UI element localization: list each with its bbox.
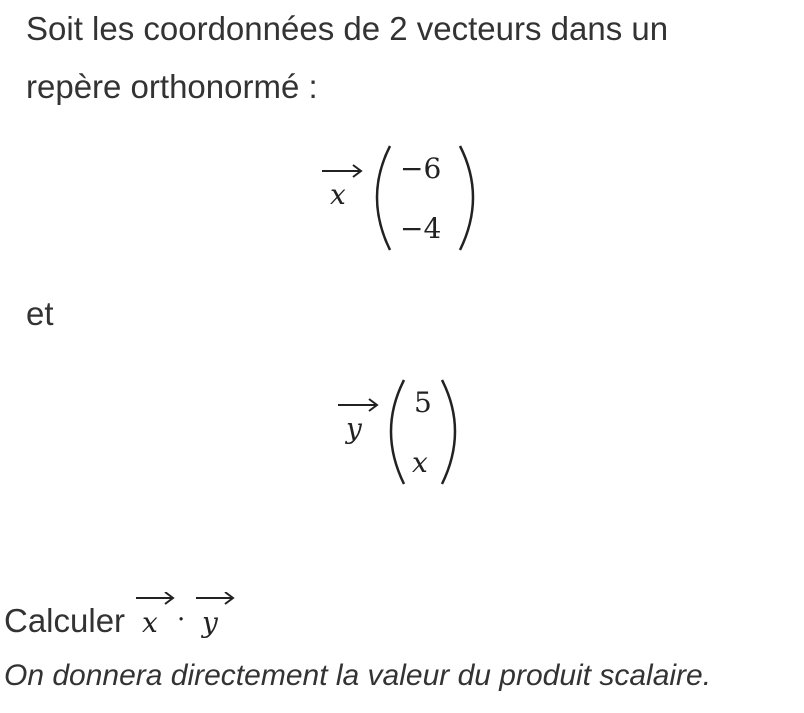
- vector-x-component-2: −4: [400, 212, 442, 245]
- vector-y-component-2: x: [412, 446, 428, 479]
- vector-arrow-icon: [338, 399, 377, 411]
- question-label: Calculer: [4, 602, 126, 639]
- question: [4, 592, 304, 642]
- vector-x-component-1: −6: [400, 152, 442, 185]
- vector-y-component-1: 5: [414, 386, 432, 419]
- dot-product-expression: [132, 592, 242, 642]
- dot-product-right-vector: y: [202, 606, 218, 639]
- vector-y-formula: [330, 372, 480, 492]
- intro-text-line-1: Soit les coordonnées de 2 vecteurs dans un: [26, 10, 669, 47]
- vector-arrow-icon: [136, 592, 173, 604]
- left-parenthesis: [377, 146, 390, 250]
- vector-x-formula: [320, 138, 480, 258]
- dot-operator: ·: [177, 605, 186, 635]
- vector-y-coordinates: [330, 372, 480, 492]
- intro-text-line-2: repère orthonormé :: [26, 68, 318, 105]
- right-parenthesis: [460, 146, 473, 250]
- left-parenthesis: [391, 380, 404, 484]
- vector-x-coordinates: [320, 138, 480, 258]
- right-parenthesis: [442, 380, 455, 484]
- vector-y-name: y: [346, 412, 362, 445]
- dot-product-left-vector: x: [142, 606, 158, 639]
- instruction-text: On donnera directement la valeur du produit scalaire.: [4, 659, 712, 692]
- vector-x-name: x: [330, 178, 346, 211]
- vector-arrow-icon: [322, 165, 361, 177]
- connector-word: et: [26, 295, 54, 332]
- vector-arrow-icon: [196, 592, 233, 604]
